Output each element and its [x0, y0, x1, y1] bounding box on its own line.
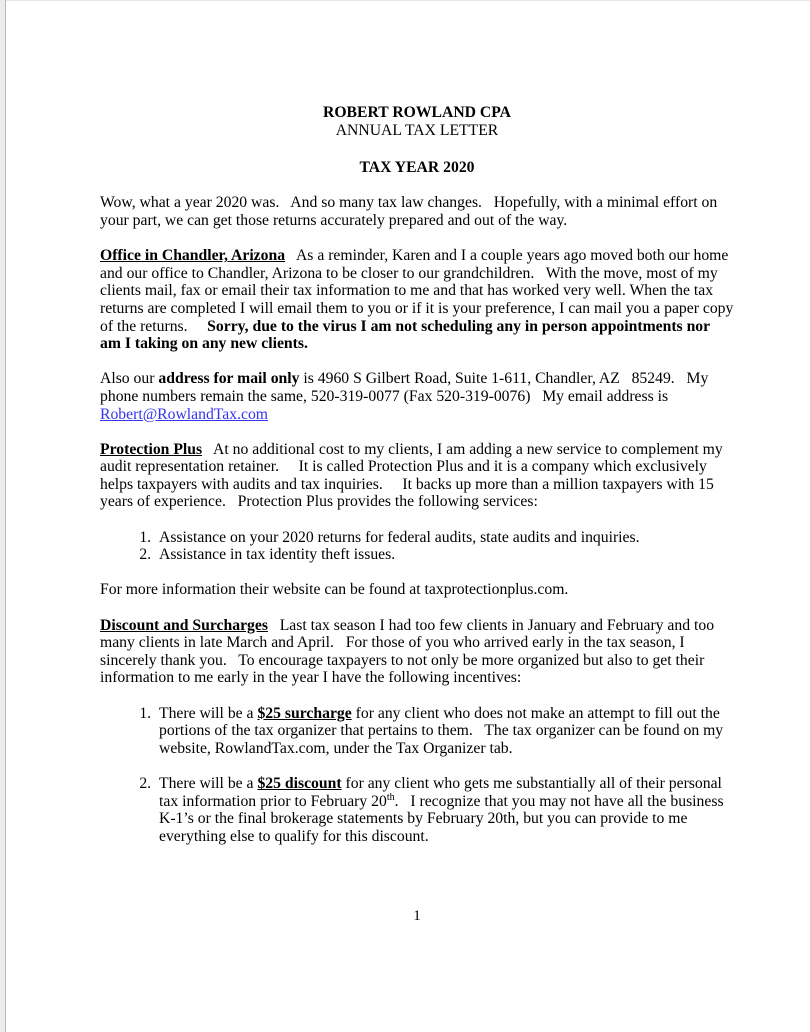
intro-paragraph: Wow, what a year 2020 was. And so many tax law changes. Hopefully, with a minimal effort on your part, we can get those returns accurately prepared and out of the way. [100, 194, 722, 229]
list-item: 2. There will be a $25 discount for any client who gets me substantially all of their personal tax information prior to February 20th. I recognize that you may not have all the business K-1’s or the final brokerage statements by February 20th, but you can provide to me everything else to qualify for this discount. [155, 775, 734, 845]
surcharge-amount-run: $25 surcharge [257, 704, 352, 722]
protection-plus-paragraph: Protection Plus At no additional cost to my clients, I am adding a new service to complement my audit representation retainer. It is called Protection Plus and it is a company which exclusively helps taxpayers with audits and tax inquiries. It backs up more than a million taxpayers with 15 years of experience. Protection Plus provides the following services: [100, 440, 727, 511]
letter-subtitle: ANNUAL TAX LETTER [335, 121, 499, 139]
mail-only-run: address for mail only [158, 370, 300, 388]
no-appointments-notice-run: Sorry, due to the virus I am not scheduling any in person appointments nor am I taking on any new clients. [100, 317, 714, 353]
office-paragraph: Office in Chandler, Arizona As a reminder, Karen and I a couple years ago moved both our home and our office to Chandler, Arizona to be closer to our grandchildren. With the move, most of my clients mail, fax or email their tax information to me and that has worked very well. When the tax returns are completed I will email them to you or if it is your preference, I can mail you a paper copy of the returns. Sorry, due to the virus I am not scheduling any in person appointments nor am I taking on any new clients. [100, 247, 738, 353]
list-item: 1. Assistance on your 2020 returns for federal audits, state audits and inquiries. [155, 529, 734, 547]
list-item: 2. Assistance in tax identity theft issues. [155, 546, 734, 564]
list-item: 1. There will be a $25 surcharge for any client who does not make an attempt to fill out the portions of the tax organizer that pertains to them. The tax organizer can be found on my website, RowlandTax.com, under the Tax Organizer tab. [155, 705, 734, 758]
protection-plus-website-paragraph: For more information their website can be found at taxprotectionplus.com. [100, 581, 569, 599]
page-number: 1 [413, 908, 421, 924]
discount-surcharges-heading-run: Discount and Surcharges [100, 616, 268, 634]
protection-plus-heading-run: Protection Plus [100, 440, 203, 458]
discount-surcharges-paragraph: Discount and Surcharges Last tax season I had too few clients in January and February and too many clients in late March and April. For those of you who arrived early in the tax season, I sincerely thank you. To encourage taxpayers to not only be more organized but also to get their information to me early in the year I have the following incentives: [100, 616, 718, 687]
office-heading-run: Office in Chandler, Arizona [100, 247, 286, 265]
tax-year-heading: TAX YEAR 2020 [359, 159, 475, 177]
letter-document [6, 1, 810, 845]
letter-title: ROBERT ROWLAND CPA [322, 104, 511, 121]
incentives-list [100, 705, 734, 846]
protection-plus-services-list [100, 529, 734, 564]
email-link[interactable]: Robert@RowlandTax.com [100, 405, 269, 423]
discount-amount-run: $25 discount [257, 774, 342, 792]
address-paragraph: Also our address for mail only is 4960 S Gilbert Road, Suite 1-611, Chandler, AZ 85249. My phone numbers remain the same, 520-319-0077 (Fax 520-319-0076) My email address is Robert@RowlandTax.com [100, 370, 713, 423]
document-blocks [100, 194, 738, 845]
superscript-th: th [386, 791, 395, 803]
letter-page [6, 1, 810, 1032]
